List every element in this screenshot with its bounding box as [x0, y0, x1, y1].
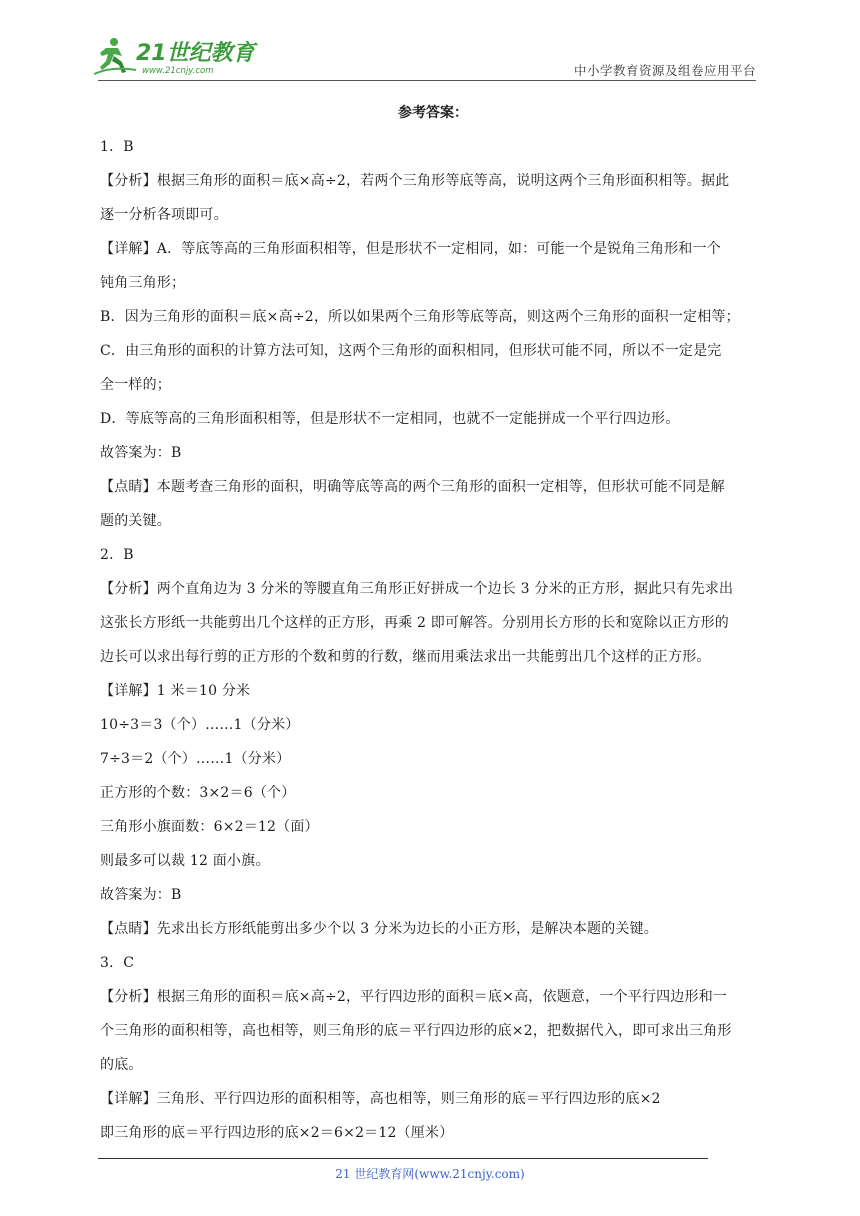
answer-line: B．因为三角形的面积＝底×高÷2，所以如果两个三角形等底等高，则这两个三角形的面积一定相等；	[100, 309, 740, 325]
footer-text: 21 世纪教育网(www.21cnjy.com)	[335, 1167, 525, 1181]
answer-line: 【详解】三角形、平行四边形的面积相等，高也相等，则三角形的底＝平行四边形的底×2	[100, 1091, 661, 1107]
answer-line: 故答案为：B	[100, 445, 182, 461]
site-logo	[92, 34, 262, 78]
answer-line: 则最多可以裁 12 面小旗。	[100, 853, 270, 869]
answer-line: 【点睛】本题考查三角形的面积，明确等底等高的两个三角形的面积一定相等，但形状可能不同是解	[100, 479, 725, 495]
answer-line: 故答案为：B	[100, 887, 182, 903]
answer-line: 10÷3＝3（个）……1（分米）	[100, 717, 300, 733]
answer-line: 的底。	[100, 1057, 143, 1073]
answer-line: C．由三角形的面积的计算方法可知，这两个三角形的面积相同，但形状可能不同，所以不一定是完	[100, 343, 722, 359]
answer-line: 正方形的个数：3×2＝6（个）	[100, 785, 296, 801]
answer-line: 逐一分析各项即可。	[100, 207, 228, 223]
answer-line: 【分析】根据三角形的面积＝底×高÷2，若两个三角形等底等高，说明这两个三角形面积相等。据此	[100, 173, 730, 189]
page-header	[0, 0, 860, 90]
answer-line: 2．B	[100, 547, 134, 563]
answer-line: 【详解】1 米＝10 分米	[100, 683, 251, 699]
header-divider	[98, 80, 756, 81]
answer-line: 三角形小旗面数：6×2＝12（面）	[100, 819, 319, 835]
answer-line: 个三角形的面积相等，高也相等，则三角形的底＝平行四边形的底×2，把数据代入，即可求出三角形	[100, 1023, 732, 1039]
answer-line: 【点睛】先求出长方形纸能剪出多少个以 3 分米为边长的小正方形，是解决本题的关键。	[100, 921, 659, 937]
answer-line: 1．B	[100, 139, 134, 155]
answer-line: 【详解】A．等底等高的三角形面积相等，但是形状不一定相同，如：可能一个是锐角三角形和一个	[100, 241, 721, 257]
logo-text: 21世纪教育	[136, 41, 255, 66]
answer-line: 钝角三角形；	[100, 275, 186, 291]
platform-name: 中小学教育资源及组卷应用平台	[573, 63, 756, 78]
logo-url: www.21cnjy.com	[142, 66, 214, 76]
runner-icon	[94, 38, 136, 74]
answer-line: 题的关键。	[100, 513, 171, 529]
answer-line: 这张长方形纸一共能剪出几个这样的正方形，再乘 2 即可解答。分别用长方形的长和宽除以正方形的	[100, 615, 730, 631]
answer-line: 3．C	[100, 955, 135, 971]
answer-line: 7÷3＝2（个）……1（分米）	[100, 751, 291, 767]
answer-line: 【分析】根据三角形的面积＝底×高÷2，平行四边形的面积＝底×高，依题意，一个平行四边形和一	[100, 989, 728, 1005]
answer-content	[100, 100, 766, 1150]
answer-line: D．等底等高的三角形面积相等，但是形状不一定相同，也就不一定能拼成一个平行四边形。	[100, 411, 680, 427]
answer-line: 边长可以求出每行剪的正方形的个数和剪的行数，继而用乘法求出一共能剪出几个这样的正方形。	[100, 649, 711, 665]
page-title: 参考答案：	[398, 105, 468, 121]
answer-line: 即三角形的底＝平行四边形的底×2＝6×2＝12（厘米）	[100, 1125, 454, 1141]
answer-line: 全一样的；	[100, 377, 171, 393]
footer-divider	[98, 1158, 708, 1159]
answer-line: 【分析】两个直角边为 3 分米的等腰直角三角形正好拼成一个边长 3 分米的正方形，据此只有先求出	[100, 581, 734, 597]
